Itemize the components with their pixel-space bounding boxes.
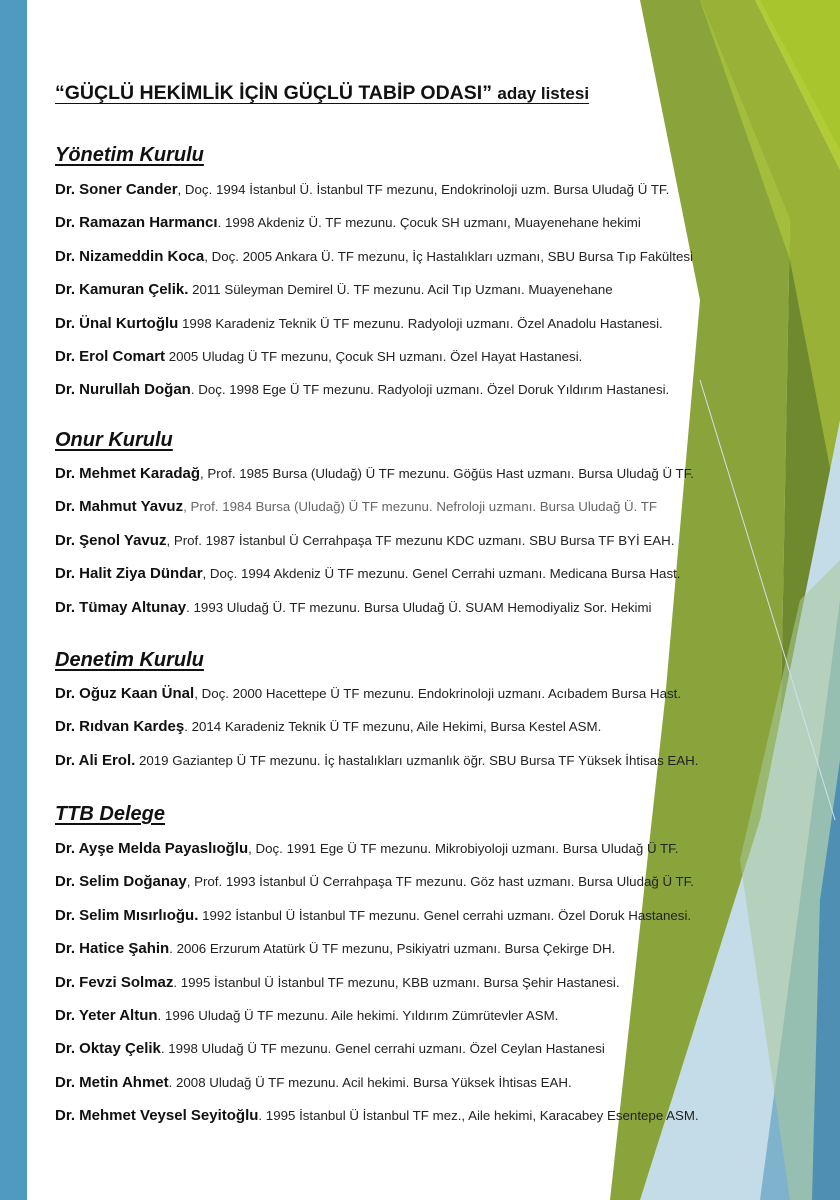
candidate-name: Dr. Ünal Kurtoğlu xyxy=(55,315,179,332)
candidate-detail: . 1996 Uludağ Ü TF mezunu. Aile hekimi. Yıldırım Zümrütevler ASM. xyxy=(157,1008,559,1023)
candidate-detail: . 2008 Uludağ Ü TF mezunu. Acil hekimi. Bursa Yüksek İhtisas EAH. xyxy=(168,1075,572,1090)
candidate-name: Dr. Rıdvan Kardeş xyxy=(55,718,185,735)
candidate-name: Dr. Hatice Şahin xyxy=(55,940,170,957)
candidate-name: Dr. Mahmut Yavuz xyxy=(55,498,184,515)
candidate-detail: , Doç. 1994 Akdeniz Ü TF mezunu. Genel Cerrahi uzmanı. Medicana Bursa Hast. xyxy=(202,566,681,581)
candidate-name: Dr. Selim Mısırlıoğu. xyxy=(55,907,199,924)
candidate-entry xyxy=(55,181,669,198)
candidate-entry xyxy=(55,840,679,857)
candidate-detail: . 2014 Karadeniz Teknik Ü TF mezunu, Aile Hekimi, Bursa Kestel ASM. xyxy=(184,719,602,734)
candidate-name: Dr. Fevzi Solmaz xyxy=(55,974,174,991)
section-heading: TTB Delege xyxy=(55,803,166,825)
candidate-entry xyxy=(55,281,613,298)
candidate-entry xyxy=(55,907,691,924)
candidate-detail: , Prof. 1987 İstanbul Ü Cerrahpaşa TF mezunu KDC uzmanı. SBU Bursa TF BYİ EAH. xyxy=(166,533,675,548)
candidate-entry xyxy=(55,752,698,769)
candidate-detail: , Prof. 1993 İstanbul Ü Cerrahpaşa TF mezunu. Göz hast uzmanı. Bursa Uludağ Ü TF. xyxy=(186,874,694,889)
candidate-detail: 2011 Süleyman Demirel Ü. TF mezunu. Acil Tıp Uzmanı. Muayenehane xyxy=(188,282,613,297)
candidate-name: Dr. Oktay Çelik xyxy=(55,1040,161,1057)
candidate-name: Dr. Tümay Altunay xyxy=(55,599,187,616)
candidate-entry xyxy=(55,315,663,332)
candidate-entry xyxy=(55,599,651,616)
candidate-detail: , Prof. 1985 Bursa (Uludağ) Ü TF mezunu. Göğüs Hast uzmanı. Bursa Uludağ Ü TF. xyxy=(200,466,694,481)
candidate-entry xyxy=(55,381,669,398)
candidate-name: Dr. Nurullah Doğan xyxy=(55,381,191,398)
section-heading: Onur Kurulu xyxy=(55,429,173,451)
candidate-detail: . 1998 Uludağ Ü TF mezunu. Genel cerrahi uzmanı. Özel Ceylan Hastanesi xyxy=(160,1041,605,1056)
candidate-detail: , Doç. 2005 Ankara Ü. TF mezunu, İç Hastalıkları uzmanı, SBU Bursa Tıp Fakültesi xyxy=(204,249,693,264)
candidate-entry xyxy=(55,465,694,482)
candidate-detail: 2019 Gaziantep Ü TF mezunu. İç hastalıkları uzmanlık öğr. SBU Bursa TF Yüksek İhtisas EAH. xyxy=(135,753,699,768)
candidate-name: Dr. Ramazan Harmancı xyxy=(55,214,218,231)
candidate-name: Dr. Erol Comart xyxy=(55,348,166,365)
candidate-name: Dr. Soner Cander xyxy=(55,181,178,198)
title-main: “GÜÇLÜ HEKİMLİK İÇİN GÜÇLÜ TABİP ODASI” xyxy=(55,82,492,104)
candidate-entry xyxy=(55,685,681,702)
candidate-entry xyxy=(55,532,674,549)
candidate-detail: . 1998 Akdeniz Ü. TF mezunu. Çocuk SH uzmanı, Muayenehane hekimi xyxy=(217,215,641,230)
candidate-entry xyxy=(55,348,582,365)
candidate-detail: , Doç. 1991 Ege Ü TF mezunu. Mikrobiyoloji uzmanı. Bursa Uludağ Ü TF. xyxy=(248,841,679,856)
candidate-entry xyxy=(55,873,694,890)
candidate-detail: . 1995 İstanbul Ü İstanbul TF mez., Aile hekimi, Karacabey Esentepe ASM. xyxy=(258,1108,699,1123)
candidate-detail: , Prof. 1984 Bursa (Uludağ) Ü TF mezunu. Nefroloji uzmanı. Bursa Uludağ Ü. TF xyxy=(183,499,658,514)
candidate-detail: , Doç. 1994 İstanbul Ü. İstanbul TF mezunu, Endokrinoloji uzm. Bursa Uludağ Ü TF. xyxy=(177,182,670,197)
candidate-detail: . 1993 Uludağ Ü. TF mezunu. Bursa Uludağ Ü. SUAM Hemodiyaliz Sor. Hekimi xyxy=(186,600,652,615)
candidate-entry xyxy=(55,974,620,991)
candidate-name: Dr. Mehmet Karadağ xyxy=(55,465,201,482)
candidate-name: Dr. Ali Erol. xyxy=(55,752,136,769)
candidate-name: Dr. Nizameddin Koca xyxy=(55,248,205,265)
candidate-detail: , Doç. 2000 Hacettepe Ü TF mezunu. Endokrinoloji uzmanı. Acıbadem Bursa Hast. xyxy=(194,686,682,701)
section-heading: Yönetim Kurulu xyxy=(55,144,204,166)
candidate-entry xyxy=(55,565,680,582)
candidate-name: Dr. Yeter Altun xyxy=(55,1007,158,1024)
section-heading: Denetim Kurulu xyxy=(55,649,204,671)
candidate-entry xyxy=(55,214,641,231)
candidate-entry xyxy=(55,940,615,957)
candidate-entry xyxy=(55,498,657,515)
candidate-detail: . 2006 Erzurum Atatürk Ü TF mezunu, Psikiyatri uzmanı. Bursa Çekirge DH. xyxy=(169,941,616,956)
candidate-name: Dr. Metin Ahmet xyxy=(55,1074,169,1091)
page-title xyxy=(55,82,589,105)
candidate-detail: . Doç. 1998 Ege Ü TF mezunu. Radyoloji uzmanı. Özel Doruk Yıldırım Hastanesi. xyxy=(190,382,670,397)
candidate-detail: 2005 Uludag Ü TF mezunu, Çocuk SH uzmanı. Özel Hayat Hastanesi. xyxy=(165,349,583,364)
candidate-entry xyxy=(55,718,601,735)
candidate-detail: 1992 İstanbul Ü İstanbul TF mezunu. Genel cerrahi uzmanı. Özel Doruk Hastanesi. xyxy=(198,908,692,923)
candidate-entry xyxy=(55,1074,572,1091)
candidate-detail: . 1995 İstanbul Ü İstanbul TF mezunu, KBB uzmanı. Bursa Şehir Hastanesi. xyxy=(173,975,620,990)
candidate-name: Dr. Oğuz Kaan Ünal xyxy=(55,685,195,702)
candidate-entry xyxy=(55,1040,605,1057)
candidate-name: Dr. Şenol Yavuz xyxy=(55,532,167,549)
candidate-detail: 1998 Karadeniz Teknik Ü TF mezunu. Radyoloji uzmanı. Özel Anadolu Hastanesi. xyxy=(178,316,663,331)
candidate-name: Dr. Selim Doğanay xyxy=(55,873,187,890)
candidate-name: Dr. Halit Ziya Dündar xyxy=(55,565,203,582)
candidate-entry xyxy=(55,1007,558,1024)
candidate-name: Dr. Kamuran Çelik. xyxy=(55,281,189,298)
candidate-entry xyxy=(55,248,693,265)
candidate-name: Dr. Ayşe Melda Payaslıoğlu xyxy=(55,840,249,857)
candidate-entry xyxy=(55,1107,699,1124)
candidate-name: Dr. Mehmet Veysel Seyitoğlu xyxy=(55,1107,259,1124)
title-tail: aday listesi xyxy=(497,84,590,103)
